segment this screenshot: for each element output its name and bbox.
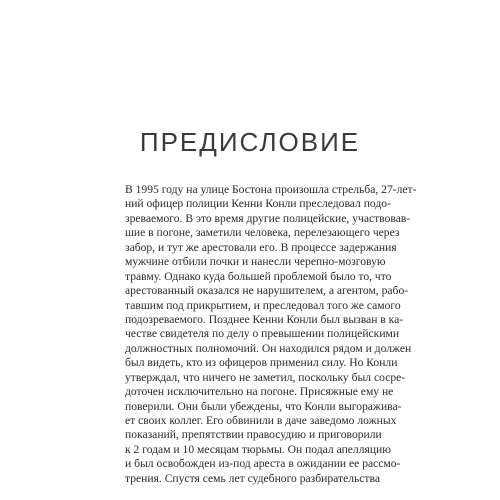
body-text [125, 183, 417, 486]
chapter-title: ПРЕДИСЛОВИЕ [139, 127, 361, 157]
text-line: поверили. Они были убеждены, что Конли выгоражива- [125, 399, 402, 413]
text-line: В 1995 году на улице Бостона произошла стрельба, 27-лет- [125, 183, 417, 196]
text-line: и был освобожден из-под ареста в ожидании ее рассмо- [125, 457, 401, 471]
text-line: трения. Спустя семь лет судебного разбирательства [125, 471, 380, 485]
text-line: ний офицер полиции Кенни Конли преследовал подо- [125, 197, 391, 211]
text-line: тавшим под прикрытием, и преследовал того же самого [125, 298, 401, 312]
text-line: показаний, препятствии правосудию и приговорили [125, 428, 382, 442]
text-line: арестованный оказался не нарушителем, а агентом, рабо- [125, 284, 409, 298]
text-line: подозреваемого. Позднее Кенни Конли был вызван в ка- [125, 312, 404, 326]
text-line: зреваемого. В это время другие полицейские, участвовав- [125, 211, 411, 225]
text-line: травму. Однако куда большей проблемой было то, что [125, 269, 392, 283]
text-line: был видеть, кто из офицеров применил силу. Но Конли [125, 356, 398, 370]
text-line: шие в погоне, заметили человека, перелезающего через [125, 226, 400, 240]
text-line: доточен исключительно на погоне. Присяжные ему не [125, 385, 394, 399]
text-line: честве свидетеля по делу о превышении полицейскими [125, 327, 400, 341]
text-line: должностных полномочий. Он находился рядом и должен [125, 341, 412, 355]
text-line: забор, и тут же арестовали его. В процессе задержания [125, 240, 397, 254]
text-line: мужчине отбили почки и нанесли черепно-мозговую [125, 255, 386, 269]
text-line: ет своих коллег. Его обвинили в даче заведомо ложных [125, 414, 397, 427]
text-line: к 2 годам и 10 месяцам тюрьмы. Он подал апелляцию [125, 442, 391, 456]
text-line: утверждал, что ничего не заметил, поскольку был сосре- [125, 370, 406, 384]
